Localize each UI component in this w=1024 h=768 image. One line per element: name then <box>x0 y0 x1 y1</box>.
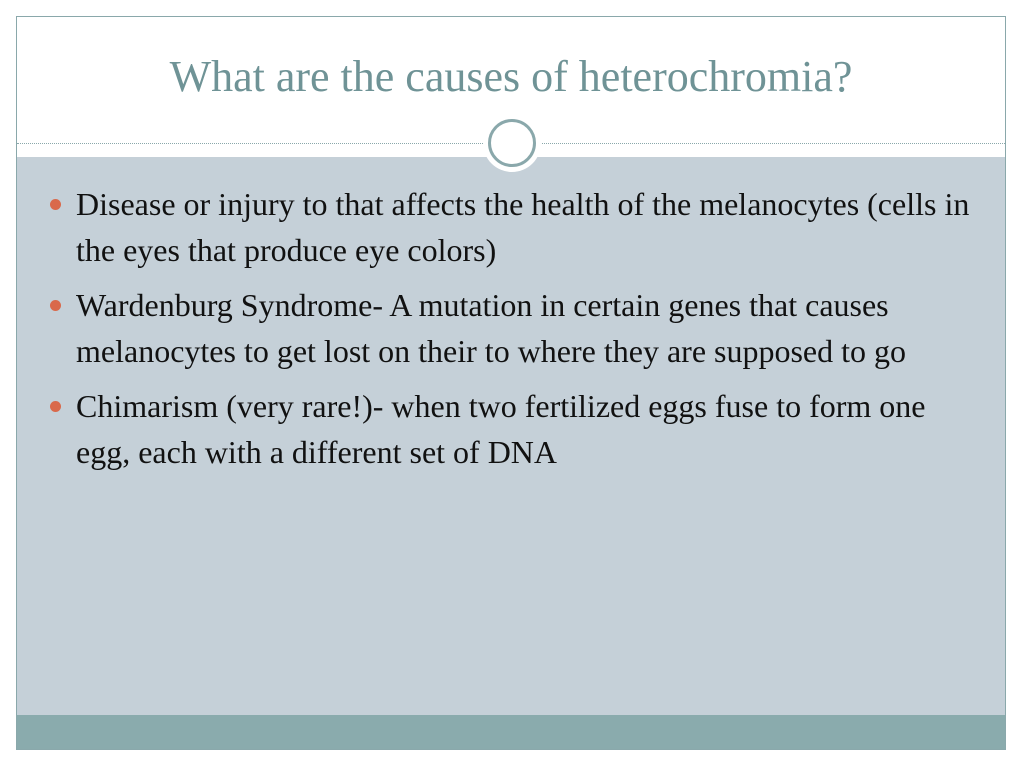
bullet-dot-icon <box>50 401 61 412</box>
bullet-item <box>47 181 982 273</box>
bullet-item <box>47 383 982 475</box>
circle-ornament-icon <box>483 114 541 172</box>
content-area <box>17 157 1005 715</box>
bullet-text: Chimarism (very rare!)- when two fertilized eggs fuse to form one egg, each with a different set of DNA <box>76 388 926 470</box>
bullet-dot-icon <box>50 300 61 311</box>
slide-title: What are the causes of heterochromia? <box>169 52 853 101</box>
bullet-text: Disease or injury to that affects the health of the melanocytes (cells in the eyes that produce eye colors) <box>76 186 970 268</box>
bullet-dot-icon <box>50 199 61 210</box>
footer-bar <box>17 715 1005 749</box>
bullet-list <box>47 181 982 484</box>
bullet-text: Wardenburg Syndrome- A mutation in certain genes that causes melanocytes to get lost on their to where they are supposed to go <box>76 287 907 369</box>
bullet-item <box>47 282 982 374</box>
slide-frame <box>16 16 1006 750</box>
